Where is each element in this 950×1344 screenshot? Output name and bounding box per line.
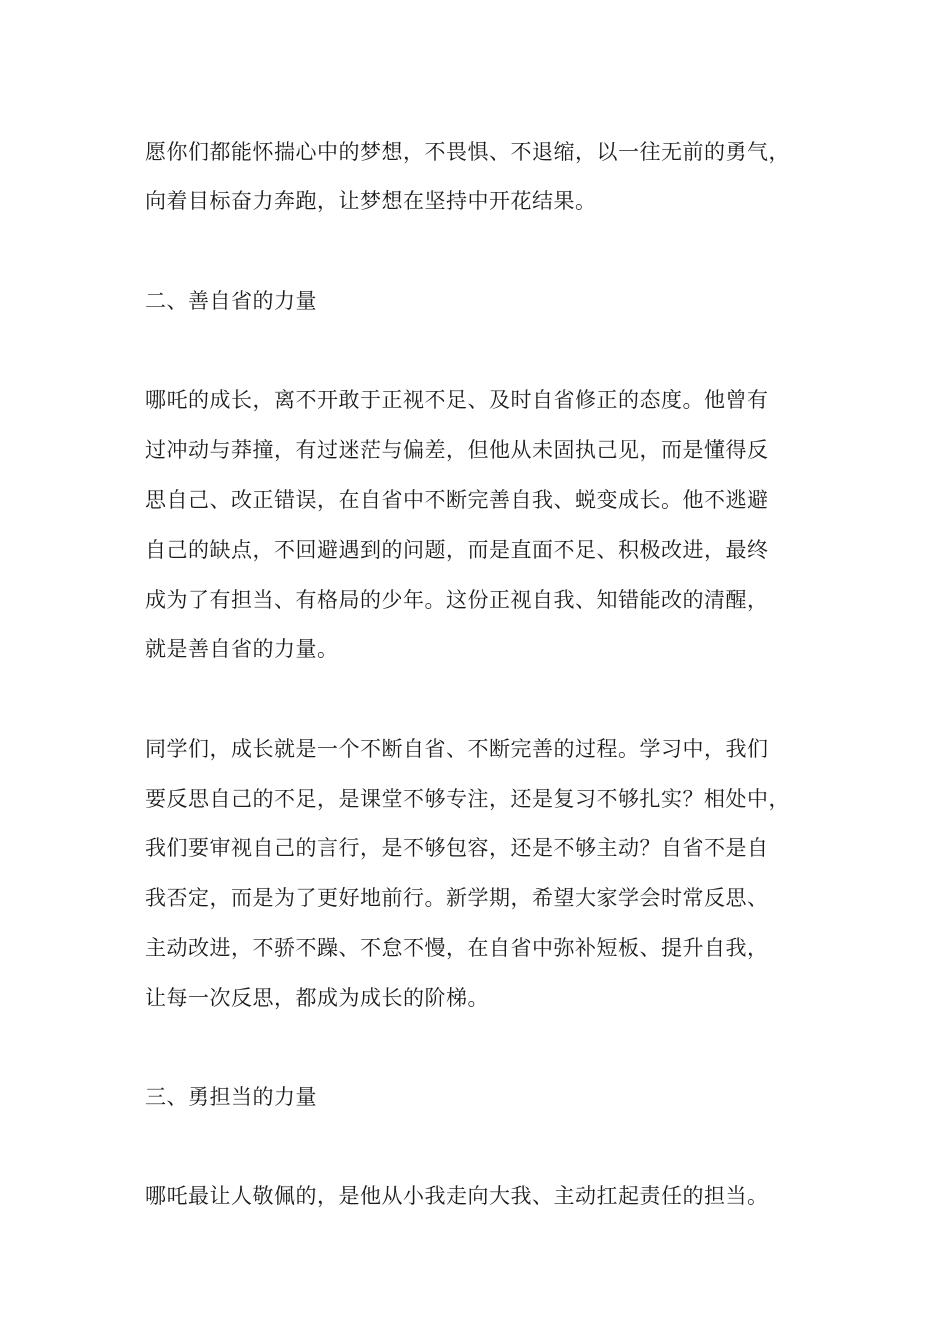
paragraph-line: 要反思自己的不足，是课堂不够专注，还是复习不够扎实？相处中， — [145, 787, 790, 811]
paragraph-line: 主动改进，不骄不躁、不怠不慢，在自省中弥补短板、提升自我， — [145, 936, 769, 960]
paragraph-line: 哪吒的成长，离不开敢于正视不足、及时自省修正的态度。他曾有 — [145, 388, 769, 412]
paragraph-line: 我们要审视自己的言行，是不够包容，还是不够主动？自省不是自 — [145, 836, 769, 860]
paragraph-line: 自己的缺点，不回避遇到的问题，而是直面不足、积极改进，最终 — [145, 538, 769, 562]
paragraph-line: 思自己、改正错误，在自省中不断完善自我、蜕变成长。他不逃避 — [145, 488, 769, 512]
paragraph-line: 成为了有担当、有格局的少年。这份正视自我、知错能改的清醒， — [145, 588, 769, 612]
paragraph-line: 愿你们都能怀揣心中的梦想，不畏惧、不退缩，以一往无前的勇气， — [145, 140, 790, 164]
section-heading: 二、善自省的力量 — [145, 289, 317, 313]
paragraph-line: 就是善自省的力量。 — [145, 637, 339, 661]
paragraph-line: 让每一次反思，都成为成长的阶梯。 — [145, 986, 489, 1010]
paragraph-line: 哪吒最让人敬佩的，是他从小我走向大我、主动扛起责任的担当。 — [145, 1184, 769, 1208]
paragraph-line: 向着目标奋力奔跑，让梦想在坚持中开花结果。 — [145, 189, 597, 213]
paragraph-line: 过冲动与莽撞，有过迷茫与偏差，但他从未固执己见，而是懂得反 — [145, 438, 769, 462]
section-heading: 三、勇担当的力量 — [145, 1085, 317, 1109]
paragraph-line: 我否定，而是为了更好地前行。新学期，希望大家学会时常反思、 — [145, 886, 769, 910]
paragraph-line: 同学们，成长就是一个不断自省、不断完善的过程。学习中，我们 — [145, 737, 769, 761]
